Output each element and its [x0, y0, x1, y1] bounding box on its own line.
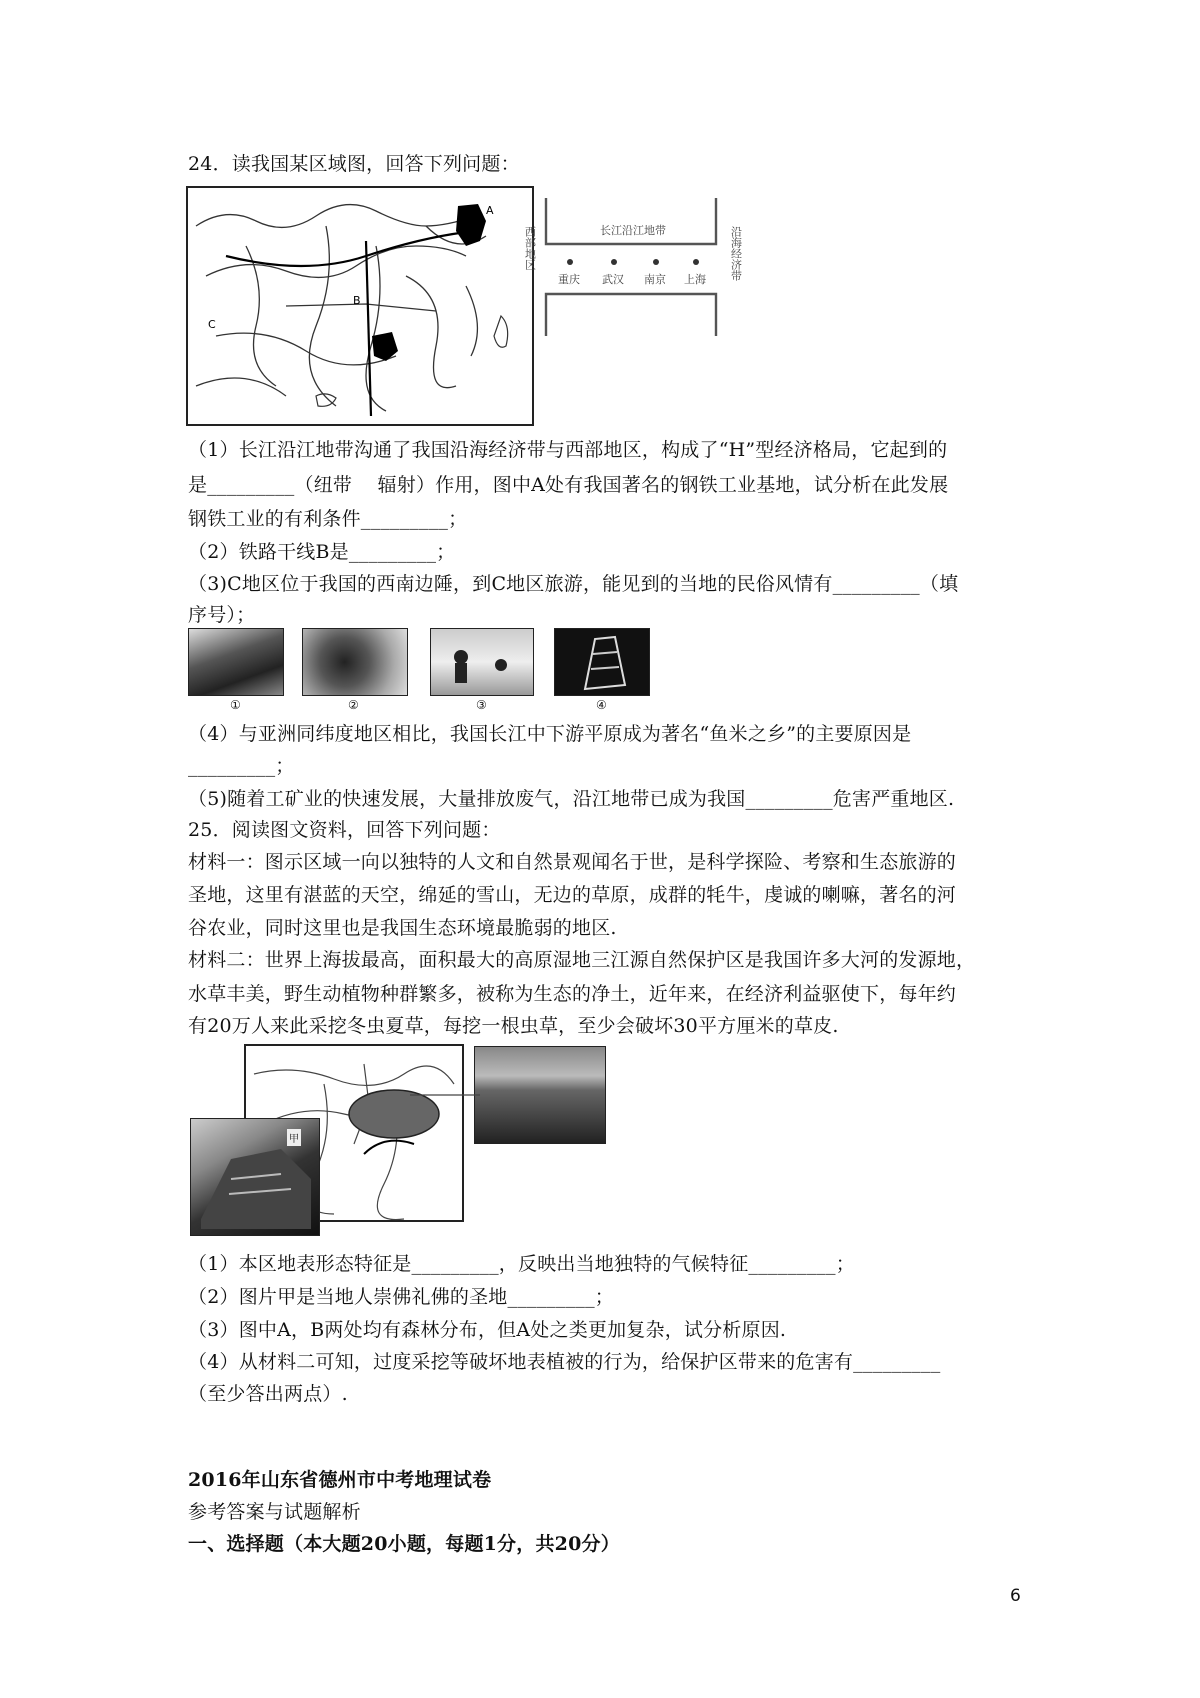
- q24-line-6: 序号）；: [188, 604, 256, 626]
- q25-line-3: 谷农业，同时这里也是我国生态环境最脆弱的地区.: [188, 917, 617, 939]
- q25-line-4: 材料二：世界上海拔最高，面积最大的高原湿地三江源自然保护区是我国许多大河的发源地，: [188, 949, 976, 971]
- q24-line-5: （3)C地区位于我国的西南边陲，到C地区旅游，能见到的当地的民俗风情有_________（填: [188, 573, 959, 595]
- q24-region-map: [186, 186, 534, 426]
- q24-line-3: 钢铁工业的有利条件_________；: [188, 508, 468, 530]
- h-city-1: 重庆: [558, 273, 580, 286]
- q25-grassland-photo: [474, 1046, 606, 1144]
- q25-question-3: （3）图中A，B两处均有森林分布，但A处之类更加复杂，试分析原因.: [188, 1319, 787, 1341]
- q25-line-2: 圣地，这里有湛蓝的天空，绵延的雪山，无边的草原，成群的牦牛，虔诚的喇嘛，著名的河: [188, 884, 957, 906]
- q24-photo-4: [554, 628, 650, 696]
- q24-line-1: （1）长江沿江地带沟通了我国沿海经济带与西部地区，构成了“H”型经济格局，它起到的: [188, 439, 948, 461]
- photo-mark-jia: 甲: [287, 1129, 301, 1146]
- q24-photo-2: [302, 628, 408, 696]
- q24-line-2: 是_________（纽带 辐射）作用，图中A处有我国著名的钢铁工业基地，试分析在此发展: [188, 474, 949, 496]
- q24-photo-label-2: ②: [348, 698, 359, 712]
- q25-line-6: 有20万人来此采挖冬虫夏草，每挖一根虫草，至少会破坏30平方厘米的草皮.: [188, 1015, 839, 1037]
- h-coast-label: 沿海经济带: [729, 226, 743, 281]
- q24-h-diagram: [516, 196, 752, 346]
- q24-line-7: （4）与亚洲同纬度地区相比，我国长江中下游平原成为著名“鱼米之乡”的主要原因是: [188, 723, 912, 745]
- q24-photo-3: [430, 628, 534, 696]
- q25-palace-photo: [190, 1118, 320, 1236]
- q25-connector-line: [410, 1090, 480, 1100]
- q25-question-2: （2）图片甲是当地人崇佛礼佛的圣地_________；: [188, 1286, 614, 1308]
- q24-line-8: _________；: [188, 755, 295, 777]
- map-letter-b: B: [353, 294, 361, 307]
- q24-photo-label-4: ④: [596, 698, 607, 712]
- map-letter-a: A: [486, 204, 494, 217]
- q25-title: 25．阅读图文资料，回答下列问题：: [188, 819, 501, 841]
- map-letter-c: C: [208, 318, 216, 331]
- q24-line-4: （2）铁路干线B是_________；: [188, 541, 456, 563]
- q24-photo-label-1: ①: [230, 698, 241, 712]
- q25-line-5: 水草丰美，野生动植物种群繁多，被称为生态的净土，近年来，在经济利益驱使下，每年约: [188, 983, 957, 1005]
- h-west-label: 西部地区: [523, 226, 537, 270]
- h-city-3: 南京: [644, 273, 666, 286]
- h-city-4: 上海: [684, 273, 706, 286]
- q25-question-1: （1）本区地表形态特征是_________，反映出当地独特的气候特征_________；: [188, 1253, 855, 1275]
- q24-line-9: （5)随着工矿业的快速发展，大量排放废气，沿江地带已成为我国_________危害严重地区.: [188, 788, 955, 810]
- q25-question-4: （4）从材料二可知，过度采挖等破坏地表植被的行为，给保护区带来的危害有_________: [188, 1351, 941, 1373]
- q24-photo-1: [188, 628, 284, 696]
- answer-title: 2016年山东省德州市中考地理试卷: [188, 1469, 492, 1491]
- q25-line-1: 材料一：图示区域一向以独特的人文和自然景观闻名于世，是科学探险、考察和生态旅游的: [188, 851, 957, 873]
- q24-title: 24．读我国某区域图，回答下列问题：: [188, 153, 520, 175]
- page-number: 6: [1010, 1586, 1021, 1606]
- h-band-label: 长江沿江地带: [600, 224, 666, 237]
- answer-section-heading: 一、选择题（本大题20小题，每题1分，共20分）: [188, 1533, 620, 1555]
- h-city-2: 武汉: [602, 273, 624, 286]
- q25-question-5: （至少答出两点）.: [188, 1383, 348, 1405]
- q24-photo-label-3: ③: [476, 698, 487, 712]
- answer-subtitle: 参考答案与试题解析: [188, 1501, 361, 1523]
